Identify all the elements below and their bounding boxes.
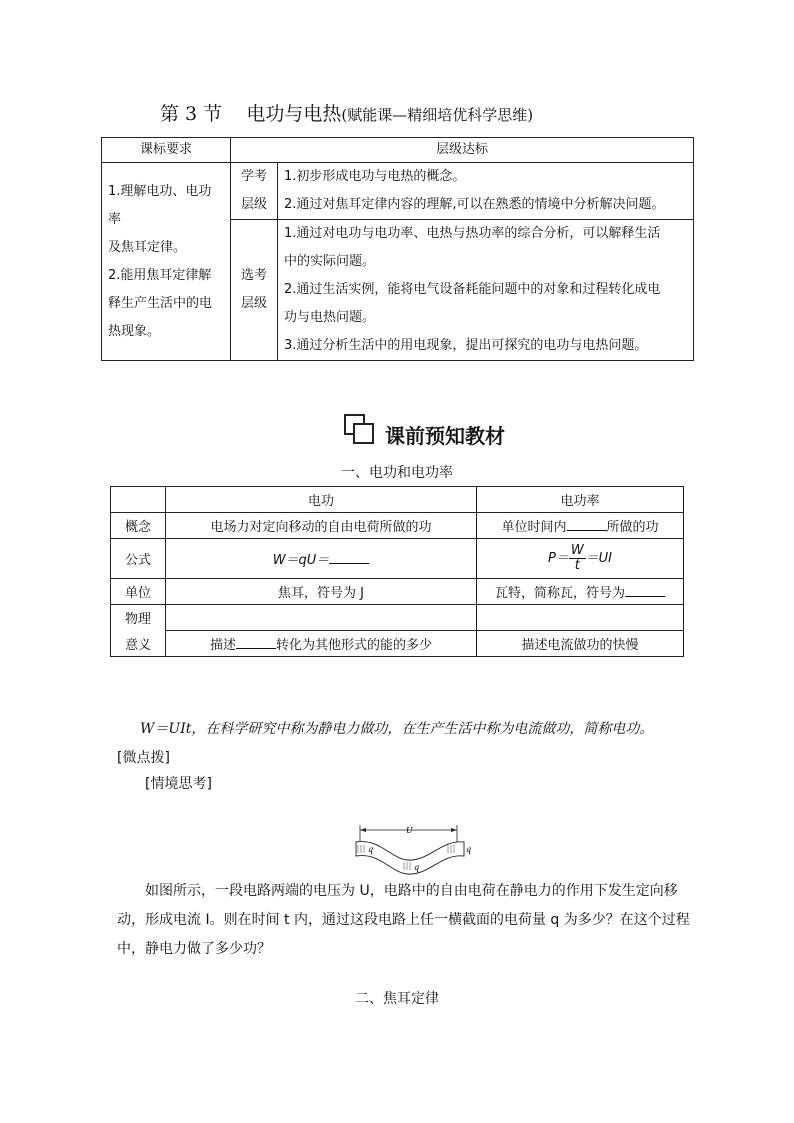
concept-power [477, 513, 684, 539]
unit-power-text: 瓦特，简称瓦，符号为 [494, 586, 625, 601]
req-line: 及焦耳定律。 [108, 239, 187, 255]
section-name: 电功与电热 [246, 103, 342, 125]
row-label-unit: 单位 [111, 579, 166, 605]
level-basic-label [231, 163, 278, 220]
level-label-line: 层级 [240, 296, 267, 311]
fraction-numerator: W [570, 543, 584, 558]
meaning-work [166, 631, 477, 657]
question-line-3: 中，静电力做了多少功？ [117, 941, 271, 957]
page-title [160, 99, 533, 126]
formula-power-rhs: ＝UI [585, 551, 613, 566]
level-basic-items [278, 163, 694, 220]
level-item: 功与电热问题。 [284, 310, 376, 325]
level-item: 2.通过生活实例，能将电气设备耗能问题中的对象和过程转化成电 [284, 282, 661, 297]
charge-label: q [466, 845, 472, 854]
header-levels: 层级达标 [231, 138, 694, 163]
header-requirements: 课标要求 [102, 138, 231, 163]
meaning-power-spacer [477, 605, 684, 631]
req-line: 释生产生活中的电 [108, 295, 213, 311]
standards-table [101, 137, 694, 361]
level-label-line: 选考 [240, 268, 267, 283]
level-label-line: 层级 [240, 197, 267, 212]
fill-blank [625, 584, 665, 597]
meaning-work-pre: 描述 [209, 638, 236, 653]
formula-work-text: W＝qU＝ [272, 553, 330, 568]
formula-power-lhs: P＝ [547, 551, 569, 566]
row-label-concept: 概念 [111, 513, 166, 539]
row-label-meaning-1: 物理 [111, 605, 166, 631]
concept-work: 电场力对定向移动的自由电荷所做的功 [166, 513, 477, 539]
level-item: 2.通过对焦耳定律内容的理解,可以在熟悉的情境中分析解决问题。 [284, 197, 665, 212]
micro-tip-label: [微点拨] [117, 750, 170, 766]
overlapping-squares-icon [343, 413, 375, 445]
level-item: 中的实际问题。 [284, 254, 376, 269]
subheading-work-power: 一、电功和电功率 [341, 465, 453, 481]
row-label-meaning-2: 意义 [111, 631, 166, 657]
concept-power-pre: 单位时间内 [501, 520, 567, 535]
scenario-label: [情境思考] [145, 776, 212, 792]
question-line-2: 动，形成电流 I。则在时间 t 内，通过这段电路上任一横截面的电荷量 q 为多少？在这个过程 [117, 912, 690, 928]
col-header-power: 电功率 [477, 487, 684, 513]
requirements-text [102, 163, 231, 361]
unit-work: 焦耳，符号为 J [166, 579, 477, 605]
voltage-label: U [406, 826, 413, 835]
charge-label: q [368, 845, 374, 854]
concept-power-post: 所做的功 [606, 520, 659, 535]
level-item: 3.通过分析生活中的用电现象，提出可探究的电功与电热问题。 [284, 338, 648, 353]
level-item: 1.初步形成电功与电热的概念。 [284, 169, 466, 184]
formula-work [166, 539, 477, 579]
req-line: 2.能用焦耳定律解 [108, 267, 212, 283]
unit-power [477, 579, 684, 605]
meaning-work-spacer [166, 605, 477, 631]
section-title: 课前预知教材 [385, 424, 505, 448]
section-subtitle: (赋能课—精细培优科学思维) [341, 106, 534, 124]
level-advanced-items [278, 220, 694, 361]
charge-label: q [414, 863, 420, 872]
fill-blank [567, 518, 607, 531]
req-line: 热现象。 [108, 323, 161, 339]
section-number: 第 3 节 [160, 103, 223, 125]
fraction [569, 544, 586, 573]
work-power-table [110, 486, 684, 657]
fraction-denominator: t [574, 558, 580, 573]
req-line: 1.理解电功、电功率 [108, 183, 212, 227]
col-header-work: 电功 [166, 487, 477, 513]
level-label-line: 学考 [240, 169, 267, 184]
fill-blank [236, 636, 276, 649]
question-line-1: 如图所示，一段电路两端的电压为 U，电路中的自由电荷在静电力的作用下发生定向移 [145, 883, 678, 899]
meaning-power: 描述电流做功的快慢 [477, 631, 684, 657]
conductor-diagram [352, 820, 472, 880]
subheading-joule-law: 二、焦耳定律 [355, 991, 439, 1007]
formula-note: W＝UIt，在科学研究中称为静电力做功，在生产生活中称为电流做功，简称电功。 [140, 721, 654, 737]
level-advanced-label [231, 220, 278, 361]
level-item: 1.通过对电功与电功率、电热与热功率的综合分析，可以解释生活 [284, 226, 661, 241]
formula-power [477, 539, 684, 579]
row-label-formula: 公式 [111, 539, 166, 579]
fill-blank [329, 551, 369, 564]
arrow-left [360, 828, 366, 832]
corner-cell [111, 487, 166, 513]
arrow-right [451, 828, 457, 832]
meaning-work-post: 转化为其他形式的能的多少 [276, 638, 433, 653]
